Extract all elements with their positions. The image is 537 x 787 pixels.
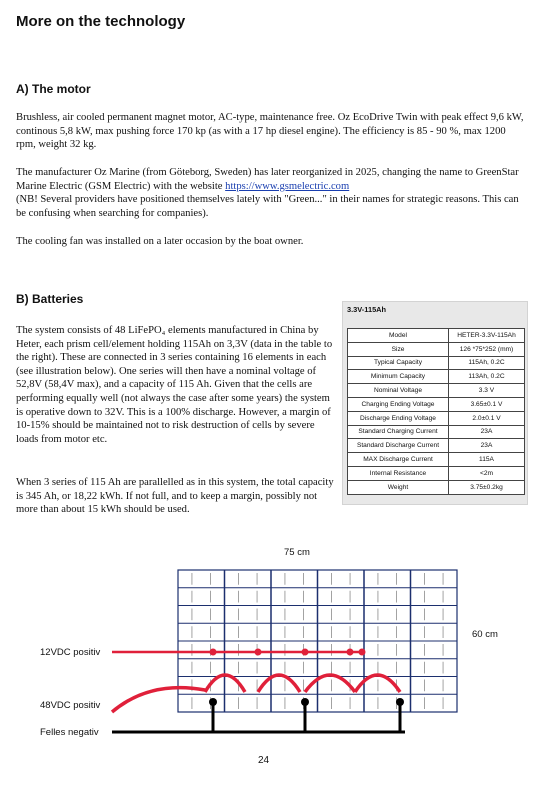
spec-key: Standard Charging Current (348, 425, 449, 439)
spec-row (348, 384, 525, 398)
spec-value: 23A (449, 439, 525, 453)
spec-key: Model (348, 329, 449, 343)
spec-row (348, 439, 525, 453)
label-48vdc-positive: 48VDC positiv (40, 700, 101, 711)
spec-key: Standard Discharge Current (348, 439, 449, 453)
wire-48vdc-arc (355, 675, 400, 692)
wire-12vdc-node (255, 649, 262, 656)
wire-12vdc-node (302, 649, 309, 656)
motor-paragraph-1: Brushless, air cooled permanent magnet motor, AC-type, maintenance free. Oz EcoDrive Twin with peak effect 9,6 kW, continous 5,8 kW, max pushing force 170 kp (as with a 17 hp diesel engine). The efficiency is 85 - 90 %, max 1200 rpm, weight 32 kg. (16, 112, 524, 151)
wire-48vdc-arc (305, 675, 355, 692)
wire-12vdc-node (347, 649, 354, 656)
spec-row (348, 480, 525, 494)
battery-grid (178, 570, 457, 712)
spec-key: Minimum Capacity (348, 370, 449, 384)
spec-value: 115Ah, 0.2C (449, 356, 525, 370)
battery-spec-table (347, 328, 525, 495)
wiring-layer (112, 649, 405, 733)
spec-row (348, 356, 525, 370)
spec-key: Nominal Voltage (348, 384, 449, 398)
motor-paragraph-3: The cooling fan was installed on a later occasion by the boat owner. (16, 236, 304, 247)
spec-value: 3.65±0.1 V (449, 397, 525, 411)
spec-value: 3.75±0.2kg (449, 480, 525, 494)
width-dimension-label: 75 cm (284, 547, 310, 558)
spec-key: Weight (348, 480, 449, 494)
wire-negative-node (209, 698, 217, 706)
spec-key: Charging Ending Voltage (348, 397, 449, 411)
spec-row (348, 329, 525, 343)
motor-paragraph-2 (16, 166, 524, 220)
spec-row (348, 411, 525, 425)
label-12vdc-positive: 12VDC positiv (40, 647, 101, 658)
batteries-paragraph-1: The system consists of 48 LiFePO₄ elements manufactured in China by Heter, each prism cell/element holding 115Ah on 3,3V (data in the table to the right). These are connected in 3 series containing 16 elements in each (see illustration below). One series will then have a nominal voltage of 52,8V (58,4V max), and a capacity of 115 Ah. Given that the cells are performing equally well (not always the case after some years) the system is operative down to 32V. This is a 100% discharge. However, a margin of 10-15% should be maintained not to risk destruction of cells by severe loads from motor etc. (16, 325, 333, 445)
spec-value: 115A (449, 453, 525, 467)
wire-negative-node (396, 698, 404, 706)
spec-value: 2.0±0.1 V (449, 411, 525, 425)
spec-value: 126 *75*252 (mm) (449, 342, 525, 356)
spec-value: 3.3 V (449, 384, 525, 398)
page-title: More on the technology (16, 13, 186, 30)
spec-value: <2m (449, 466, 525, 480)
spec-value: HETER-3.3V-115Ah (449, 329, 525, 343)
spec-value: 23A (449, 425, 525, 439)
spec-row (348, 425, 525, 439)
motor-paragraph-2-text: The manufacturer Oz Marine (from Göteborg, Sweden) has later reorganized in 2025, changing the name to GreenStar Marine Electric (GSM Electric) with the website (16, 167, 519, 192)
batteries-heading: B) Batteries (16, 292, 84, 306)
spec-table-header: 3.3V-115Ah (347, 305, 387, 314)
spec-key: MAX Discharge Current (348, 453, 449, 467)
wire-48vdc-positive (112, 688, 205, 712)
spec-value: 113Ah, 0.2C (449, 370, 525, 384)
page-number: 24 (258, 755, 270, 766)
wire-negative-node (301, 698, 309, 706)
battery-wiring-diagram (0, 540, 537, 750)
height-dimension-label: 60 cm (472, 629, 498, 640)
spec-row (348, 370, 525, 384)
spec-key: Internal Resistance (348, 466, 449, 480)
wire-12vdc-node (210, 649, 217, 656)
batteries-paragraph-2: When 3 series of 115 Ah are parallelled as in this system, the total capacity is 345 Ah, or 18,22 kWh. If not full, and to keep a margin, possibly not more than about 15 kWh should be used. (16, 477, 334, 516)
wire-48vdc-arc (258, 675, 300, 692)
spec-key: Discharge Ending Voltage (348, 411, 449, 425)
spec-key: Size (348, 342, 449, 356)
spec-row (348, 342, 525, 356)
spec-row (348, 453, 525, 467)
battery-spec-panel (342, 301, 528, 505)
motor-paragraph-2-note: (NB! Several providers have positioned themselves lately with "Green..." in their names for strategic reasons. This can be confusing when searching for companies). (16, 194, 519, 219)
spec-key: Typical Capacity (348, 356, 449, 370)
wire-12vdc-node (359, 649, 366, 656)
gsm-website-link[interactable]: https://www.gsmelectric.com (225, 180, 350, 192)
spec-row (348, 466, 525, 480)
motor-heading: A) The motor (16, 82, 91, 96)
spec-row (348, 397, 525, 411)
label-common-negative: Felles negativ (40, 727, 99, 738)
